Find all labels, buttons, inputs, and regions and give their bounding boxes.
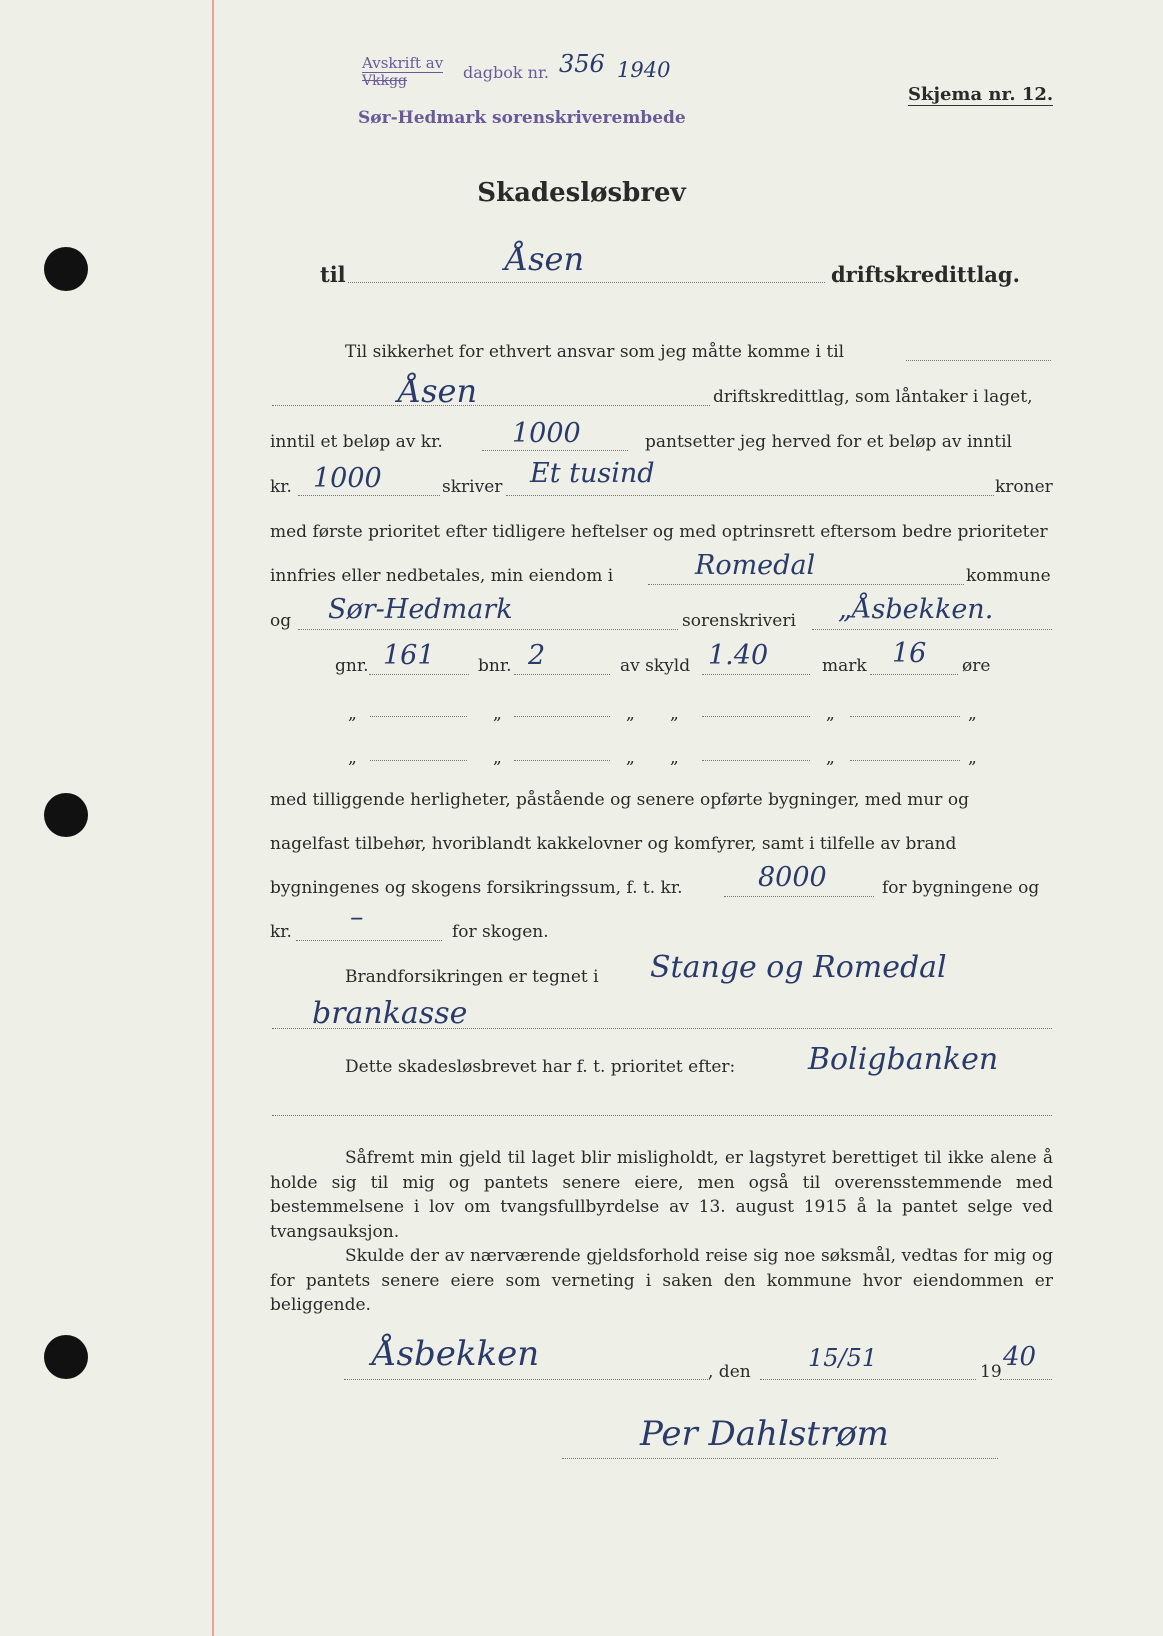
ditto-mark: „: [626, 748, 635, 768]
sorenskriveri-label: sorenskriveri: [682, 611, 796, 631]
fill-line: [702, 716, 810, 717]
fill-line: [272, 405, 710, 406]
year-prefix: 19: [980, 1362, 1002, 1382]
bnr-value: 2: [528, 640, 546, 671]
ditto-mark: „: [826, 748, 835, 768]
fill-line: [906, 360, 1051, 361]
forest-kr-label: kr.: [270, 922, 292, 942]
amount-suffix: pantsetter jeg herved for et beløp av inntil: [645, 432, 1012, 452]
punch-hole: [44, 247, 88, 291]
stamp-dagbok-label: dagbok nr.: [463, 63, 549, 82]
ditto-mark: „: [493, 704, 502, 724]
stamp-avskrift: Avskrift av: [362, 54, 444, 72]
amount-value: 1000: [512, 418, 581, 449]
margin-line: [212, 0, 214, 1636]
mark-label: mark: [822, 656, 867, 676]
ditto-mark: „: [670, 704, 679, 724]
fill-line: [506, 495, 994, 496]
prior-value: Boligbanken: [808, 1042, 999, 1077]
fill-line: [298, 629, 678, 630]
fill-line: [812, 629, 1052, 630]
ditto-mark: „: [670, 748, 679, 768]
page-title: Skadesløsbrev: [477, 178, 686, 208]
fill-line: [298, 495, 440, 496]
fill-line: [702, 674, 810, 675]
property-name: „Åsbekken.: [838, 594, 994, 625]
insurance-prefix: bygningenes og skogens forsikringssum, f. t. kr.: [270, 878, 683, 898]
fill-line: [850, 716, 960, 717]
paragraph-venue: Skulde der av nærværende gjeldsforhold reise sig noe søksmål, vedtas for mig og for pantets senere eiere som verneting i saken den kommune hvor eiendommen er beliggende.: [270, 1246, 1053, 1315]
ditto-mark: „: [968, 704, 977, 724]
kr-label: kr.: [270, 477, 292, 497]
ditto-mark: „: [826, 704, 835, 724]
signature-line: [562, 1458, 998, 1459]
punch-hole: [44, 793, 88, 837]
gnr-label: gnr.: [335, 656, 369, 676]
dagbok-number: 356: [559, 50, 605, 78]
date-value: 15/51: [808, 1344, 878, 1372]
punch-hole: [44, 1335, 88, 1379]
forest-value: –: [350, 902, 364, 933]
recipient-name: Åsen: [505, 240, 585, 278]
gnr-value: 161: [383, 640, 435, 671]
fill-line: [760, 1379, 976, 1380]
form-number: Skjema nr. 12.: [908, 84, 1054, 105]
bnr-label: bnr.: [478, 656, 512, 676]
fill-line: [348, 282, 825, 283]
ore-value: 16: [892, 638, 927, 669]
ditto-mark: „: [968, 748, 977, 768]
og-label: og: [270, 611, 292, 631]
sorenskriveri-value: Sør-Hedmark: [328, 594, 513, 625]
fill-line: [344, 1379, 710, 1380]
ditto-mark: „: [493, 748, 502, 768]
priority-text: med første prioritet efter tidligere heftelser og med optrinsrett eftersom bedre prioriteter: [270, 522, 1048, 542]
prior-label: Dette skadesløsbrevet har f. t. prioritet efter:: [345, 1057, 736, 1077]
paragraph-default: Såfremt min gjeld til laget blir misligholdt, er lagstyret berettiget til ikke alene å holde sig til mig og pantets senere eiere, men også til overensstemmende med bestemmelsene i lov om tvangsfullbyrdelse av 13. august 1915 å la pantet selge ved tvangsauksjon.: [270, 1148, 1053, 1242]
fill-line: [648, 584, 964, 585]
appurtenances-line: nagelfast tilbehør, hvoriblandt kakkelovner og komfyrer, samt i tilfelle av brand: [270, 834, 957, 854]
stamp-office: Sør-Hedmark sorenskriverembede: [358, 108, 686, 128]
innfries-label: innfries eller nedbetales, min eiendom i: [270, 566, 614, 586]
skyld-value: 1.40: [708, 640, 769, 671]
signature: Per Dahlstrøm: [640, 1414, 889, 1454]
den-label: , den: [708, 1362, 751, 1382]
kommune-label: kommune: [966, 566, 1051, 586]
insurance-suffix: for bygningene og: [882, 878, 1040, 898]
ditto-mark: „: [348, 748, 357, 768]
ore-label: øre: [962, 656, 991, 676]
amount2-value: 1000: [313, 463, 382, 494]
fill-line: [702, 760, 810, 761]
fill-line: [1000, 1379, 1052, 1380]
appurtenances-line: med tilliggende herligheter, påstående og senere opførte bygninger, med mur og: [270, 790, 969, 810]
year-value: 40: [1003, 1342, 1037, 1372]
lag-name: Åsen: [398, 372, 478, 410]
skyld-label: av skyld: [620, 656, 691, 676]
forest-suffix: for skogen.: [452, 922, 549, 942]
fill-line: [296, 940, 442, 941]
fill-line: [272, 1028, 1052, 1029]
fill-line: [370, 760, 467, 761]
fill-line: [272, 1115, 1052, 1116]
fill-line: [850, 760, 960, 761]
lag-suffix: driftskredittlag, som låntaker i laget,: [713, 387, 1033, 407]
amount-words: Et tusind: [530, 458, 655, 489]
fire-company-continued: brankasse: [312, 996, 468, 1031]
amount-prefix: inntil et beløp av kr.: [270, 432, 443, 452]
fill-line: [724, 896, 874, 897]
fill-line: [482, 450, 628, 451]
place-value: Åsbekken: [372, 1334, 540, 1374]
label-til: til: [320, 262, 346, 287]
stamp-struck-word: Vkkgg: [362, 73, 408, 89]
fill-line: [870, 674, 958, 675]
fill-line: [369, 674, 469, 675]
intro-text: Til sikkerhet for ethvert ansvar som jeg måtte komme i til: [345, 342, 845, 362]
fill-line: [370, 716, 467, 717]
recipient-suffix: driftskredittlag.: [831, 262, 1020, 287]
fire-label: Brandforsikringen er tegnet i: [345, 967, 599, 987]
kroner-label: kroner: [995, 477, 1053, 497]
dagbok-year: 1940: [617, 58, 671, 82]
insurance-value: 8000: [758, 862, 827, 893]
skriver-label: skriver: [442, 477, 503, 497]
kommune-value: Romedal: [695, 550, 816, 581]
fill-line: [514, 674, 610, 675]
ditto-mark: „: [626, 704, 635, 724]
fire-company: Stange og Romedal: [650, 950, 947, 985]
fill-line: [514, 760, 610, 761]
fill-line: [514, 716, 610, 717]
ditto-mark: „: [348, 704, 357, 724]
